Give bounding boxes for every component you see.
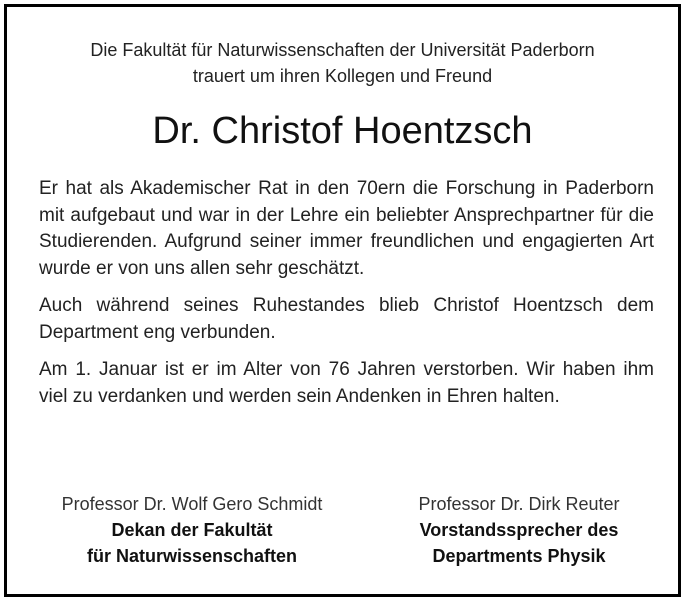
signature-title: Departments Physik xyxy=(432,546,606,566)
obituary-body xyxy=(39,176,654,410)
paragraph-death: Am 1. Januar ist er im Alter von 76 Jahren verstorben. Wir haben ihm viel zu verdanken und werden sein Andenken in Ehren halten. xyxy=(39,359,654,407)
obituary-notice xyxy=(4,4,681,597)
intro-line-2: trauert um ihren Kollegen und Freund xyxy=(192,66,493,86)
signature-dean xyxy=(27,491,357,569)
signature-title: Vorstandssprecher des xyxy=(419,520,619,540)
deceased-name: Dr. Christof Hoentzsch xyxy=(152,110,533,152)
signature-title: für Naturwissenschaften xyxy=(86,546,298,566)
intro-line-1: Die Fakultät für Naturwissenschaften der Universität Paderborn xyxy=(90,40,595,60)
signature-department-speaker xyxy=(354,491,684,569)
paragraph-career: Er hat als Akademischer Rat in den 70ern die Forschung in Paderborn mit aufgebaut und war in der Lehre ein beliebter Ansprechpartner für die Studierenden. Aufgrund seiner immer freundlichen und engagierten Art wurde er von uns allen sehr geschätzt. xyxy=(39,178,654,279)
intro-text xyxy=(7,37,678,89)
signature-name: Professor Dr. Wolf Gero Schmidt xyxy=(61,494,323,514)
paragraph-retirement: Auch während seines Ruhestandes blieb Christof Hoentzsch dem Department eng verbunden. xyxy=(39,295,654,343)
signature-name: Professor Dr. Dirk Reuter xyxy=(418,494,620,514)
signature-title: Dekan der Fakultät xyxy=(111,520,273,540)
